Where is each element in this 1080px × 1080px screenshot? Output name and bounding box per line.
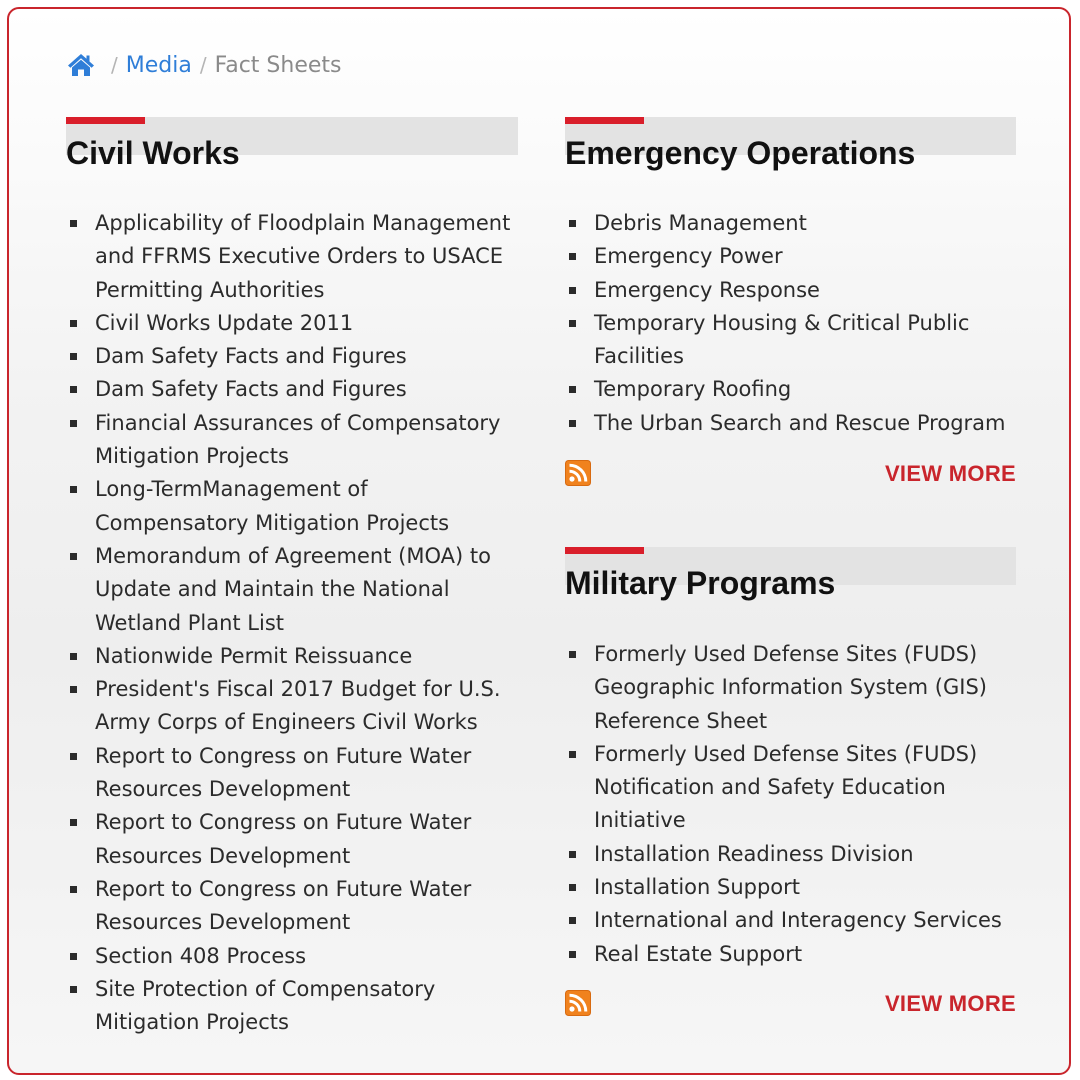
fact-sheet-link[interactable]: Real Estate Support bbox=[565, 938, 1016, 971]
fact-sheet-link[interactable]: Dam Safety Facts and Figures bbox=[66, 373, 518, 406]
header-accent-bar bbox=[66, 117, 145, 124]
rss-icon[interactable] bbox=[565, 460, 591, 486]
fact-sheet-link[interactable]: Memorandum of Agreement (MOA) to Update and Maintain the National Wetland Plant List bbox=[66, 540, 518, 640]
fact-sheet-link[interactable]: President's Fiscal 2017 Budget for U.S. Army Corps of Engineers Civil Works bbox=[66, 673, 518, 740]
fact-sheet-link[interactable]: Applicability of Floodplain Management and FFRMS Executive Orders to USACE Permitting Authorities bbox=[66, 207, 518, 307]
breadcrumb-separator: / bbox=[199, 53, 207, 77]
fact-sheet-link[interactable]: Long-TermManagement of Compensatory Mitigation Projects bbox=[66, 473, 518, 540]
fact-sheet-link[interactable]: Temporary Housing & Critical Public Facilities bbox=[565, 307, 1016, 374]
fact-sheet-link[interactable]: Debris Management bbox=[565, 207, 1016, 240]
fact-sheet-link[interactable]: Section 408 Process bbox=[66, 940, 518, 973]
page-frame bbox=[7, 7, 1071, 1075]
fact-sheet-link[interactable]: Emergency Power bbox=[565, 240, 1016, 273]
fact-sheet-link[interactable]: Temporary Roofing bbox=[565, 373, 1016, 406]
view-more-link[interactable]: VIEW MORE bbox=[884, 461, 1016, 486]
emergency-operations-section bbox=[565, 117, 1016, 497]
fact-sheet-link[interactable]: Report to Congress on Future Water Resources Development bbox=[66, 806, 518, 873]
fact-sheet-link[interactable]: Emergency Response bbox=[565, 274, 1016, 307]
military-programs-list bbox=[565, 638, 1016, 971]
view-more-link[interactable]: VIEW MORE bbox=[884, 991, 1016, 1016]
fact-sheet-link[interactable]: Site Protection of Compensatory Mitigation Projects bbox=[66, 973, 518, 1040]
section-header bbox=[565, 117, 1016, 177]
breadcrumb-link-media[interactable]: Media bbox=[125, 52, 192, 78]
fact-sheet-link[interactable]: Installation Support bbox=[565, 871, 1016, 904]
civil-works-section bbox=[66, 117, 518, 1047]
fact-sheet-link[interactable]: Installation Readiness Division bbox=[565, 838, 1016, 871]
fact-sheet-link[interactable]: Nationwide Permit Reissuance bbox=[66, 640, 518, 673]
header-accent-bar bbox=[565, 547, 644, 554]
section-footer bbox=[565, 460, 1016, 490]
section-title: Civil Works bbox=[66, 135, 240, 171]
section-footer bbox=[565, 990, 1016, 1020]
header-accent-bar bbox=[565, 117, 644, 124]
fact-sheet-link[interactable]: Civil Works Update 2011 bbox=[66, 307, 518, 340]
military-programs-section bbox=[565, 547, 1016, 1017]
section-header bbox=[565, 547, 1016, 607]
fact-sheet-link[interactable]: Financial Assurances of Compensatory Mitigation Projects bbox=[66, 407, 518, 474]
section-title: Emergency Operations bbox=[565, 135, 916, 171]
fact-sheet-link[interactable]: Report to Congress on Future Water Resources Development bbox=[66, 873, 518, 940]
section-header bbox=[66, 117, 518, 177]
emergency-operations-list bbox=[565, 207, 1016, 440]
fact-sheet-link[interactable]: Formerly Used Defense Sites (FUDS) Notification and Safety Education Initiative bbox=[565, 738, 1016, 838]
breadcrumb-separator: / bbox=[111, 53, 118, 77]
fact-sheet-link[interactable]: Report to Congress on Future Water Resources Development bbox=[66, 740, 518, 807]
breadcrumb bbox=[67, 50, 341, 80]
fact-sheet-link[interactable]: International and Interagency Services bbox=[565, 904, 1016, 937]
home-icon[interactable] bbox=[67, 53, 95, 77]
fact-sheet-link[interactable]: Formerly Used Defense Sites (FUDS) Geographic Information System (GIS) Reference Sheet bbox=[565, 638, 1016, 738]
section-title: Military Programs bbox=[565, 565, 836, 601]
civil-works-list bbox=[66, 207, 518, 1039]
breadcrumb-current: Fact Sheets bbox=[214, 52, 342, 78]
rss-icon[interactable] bbox=[565, 990, 591, 1016]
fact-sheet-link[interactable]: Dam Safety Facts and Figures bbox=[66, 340, 518, 373]
fact-sheet-link[interactable]: The Urban Search and Rescue Program bbox=[565, 407, 1016, 440]
